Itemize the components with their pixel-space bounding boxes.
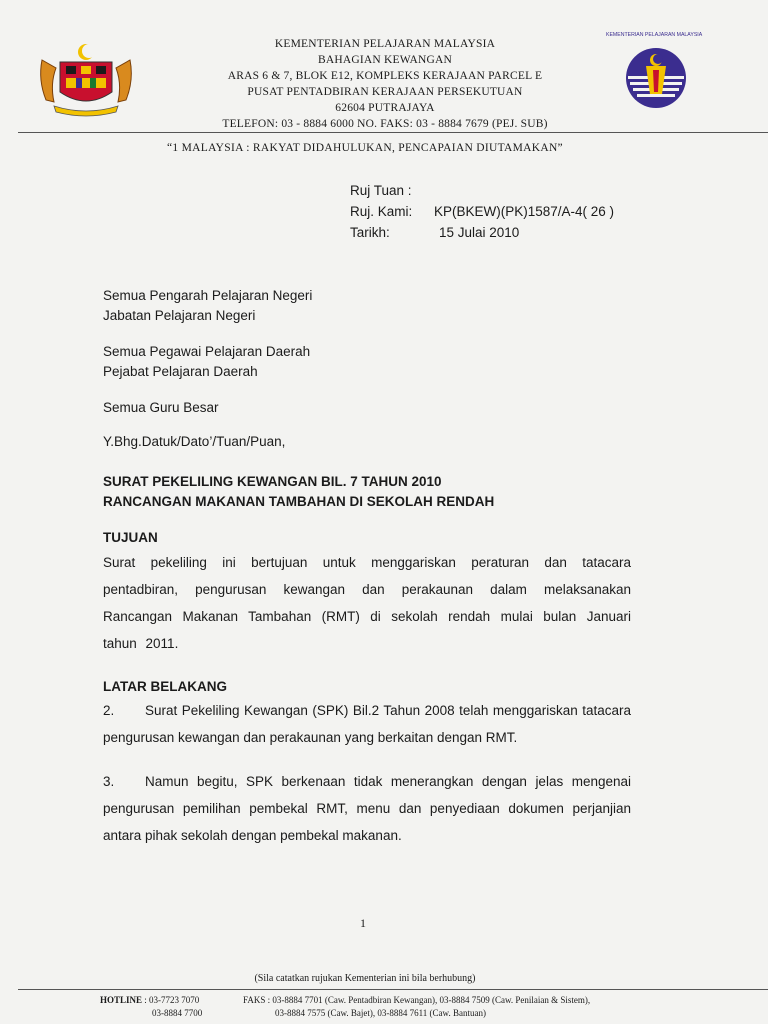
faks-line-1: FAKS : 03-8884 7701 (Caw. Pentadbiran Kewangan), 03-8884 7509 (Caw. Penilaian & Sistem), (243, 995, 591, 1005)
tujuan-heading: TUJUAN (103, 530, 158, 545)
paragraph-3-number: 3. (103, 774, 115, 789)
paragraph-2-number: 2. (103, 703, 115, 718)
ruj-tuan-label: Ruj Tuan : (350, 183, 412, 198)
paragraph-2 (103, 697, 631, 751)
paragraph-3-text: Namun begitu, SPK berkenaan tidak menerangkan dengan jelas mengenai pengurusan pemilihan pembekal RMT, menu dan penyediaan dokumen perjanjian antara pihak sekolah dengan pembekal makanan. (103, 774, 631, 843)
letterhead-address (150, 36, 620, 132)
salutation: Y.Bhg.Datuk/Dato’/Tuan/Puan, (103, 434, 286, 449)
faks-line-2: 03-8884 7575 (Caw. Bajet), 03-8884 7611 (Caw. Bantuan) (275, 1008, 486, 1018)
hotline-block (100, 994, 202, 1020)
hotline-number-1: : 03-7723 7070 (144, 995, 200, 1005)
recipient-line: Jabatan Pelajaran Negeri (103, 308, 256, 323)
ruj-kami-value: KP(BKEW)(PK)1587/A-4( 26 ) (434, 204, 615, 219)
recipient-line: Semua Guru Besar (103, 400, 219, 415)
ministry-logo (606, 32, 706, 136)
subject (103, 472, 494, 512)
recipient-group-3 (103, 398, 219, 418)
footer-note: (Sila catatkan rujukan Kementerian ini bila berhubung) (254, 973, 476, 984)
page-number: 1 (360, 916, 366, 930)
footer-rule (18, 989, 768, 990)
tarikh-value: 15 Julai 2010 (439, 225, 520, 240)
coat-of-arms-logo (36, 40, 136, 120)
phone-fax-line: TELEFON: 03 - 8884 6000 NO. FAKS: 03 - 8884 7679 (PEJ. SUB) (222, 118, 548, 130)
recipient-line: Semua Pegawai Pelajaran Daerah (103, 344, 311, 359)
recipient-line: Semua Pengarah Pelajaran Negeri (103, 288, 313, 303)
recipient-group-2 (103, 342, 310, 382)
division-name: BAHAGIAN KEWANGAN (317, 54, 453, 66)
tarikh-label: Tarikh: (350, 225, 390, 240)
address-line-1: ARAS 6 & 7, BLOK E12, KOMPLEKS KERAJAAN PARCEL E (227, 70, 543, 82)
reference-block (350, 180, 614, 243)
subject-line-1: SURAT PEKELILING KEWANGAN BIL. 7 TAHUN 2010 (103, 474, 442, 489)
subject-line-2: RANCANGAN MAKANAN TAMBAHAN DI SEKOLAH RENDAH (103, 494, 495, 509)
latar-belakang-heading: LATAR BELAKANG (103, 679, 227, 694)
ministry-name: KEMENTERIAN PELAJARAN MALAYSIA (274, 38, 496, 50)
recipient-group-1 (103, 286, 312, 326)
paragraph-2-text: Surat Pekeliling Kewangan (SPK) Bil.2 Tahun 2008 telah menggariskan tatacara pengurusan kewangan dan perakaunan yang berkaitan dengan RMT. (103, 703, 631, 745)
address-line-2: PUSAT PENTADBIRAN KERAJAAN PERSEKUTUAN (247, 86, 523, 98)
ministry-logo-text: KEMENTERIAN PELAJARAN MALAYSIA (606, 32, 703, 38)
address-line-3: 62604 PUTRAJAYA (335, 102, 435, 114)
paragraph-3 (103, 768, 631, 849)
national-motto: “1 MALAYSIA : RAKYAT DIDAHULUKAN, PENCAPAIAN DIUTAMAKAN” (167, 142, 563, 154)
faks-block (243, 994, 590, 1020)
tujuan-paragraph: Surat pekeliling ini bertujuan untuk menggariskan peraturan dan tatacara pentadbiran, pengurusan kewangan dan perakaunan dalam melaksanakan Rancangan Makanan Tambahan (RMT) di sekolah rendah mulai bulan Januari tahun 2011. (103, 555, 631, 651)
hotline-number-2: 03-8884 7700 (152, 1008, 203, 1018)
recipient-line: Pejabat Pelajaran Daerah (103, 364, 258, 379)
header-rule (18, 132, 768, 133)
ruj-kami-label: Ruj. Kami: (350, 204, 413, 219)
hotline-label: HOTLINE (100, 995, 143, 1005)
